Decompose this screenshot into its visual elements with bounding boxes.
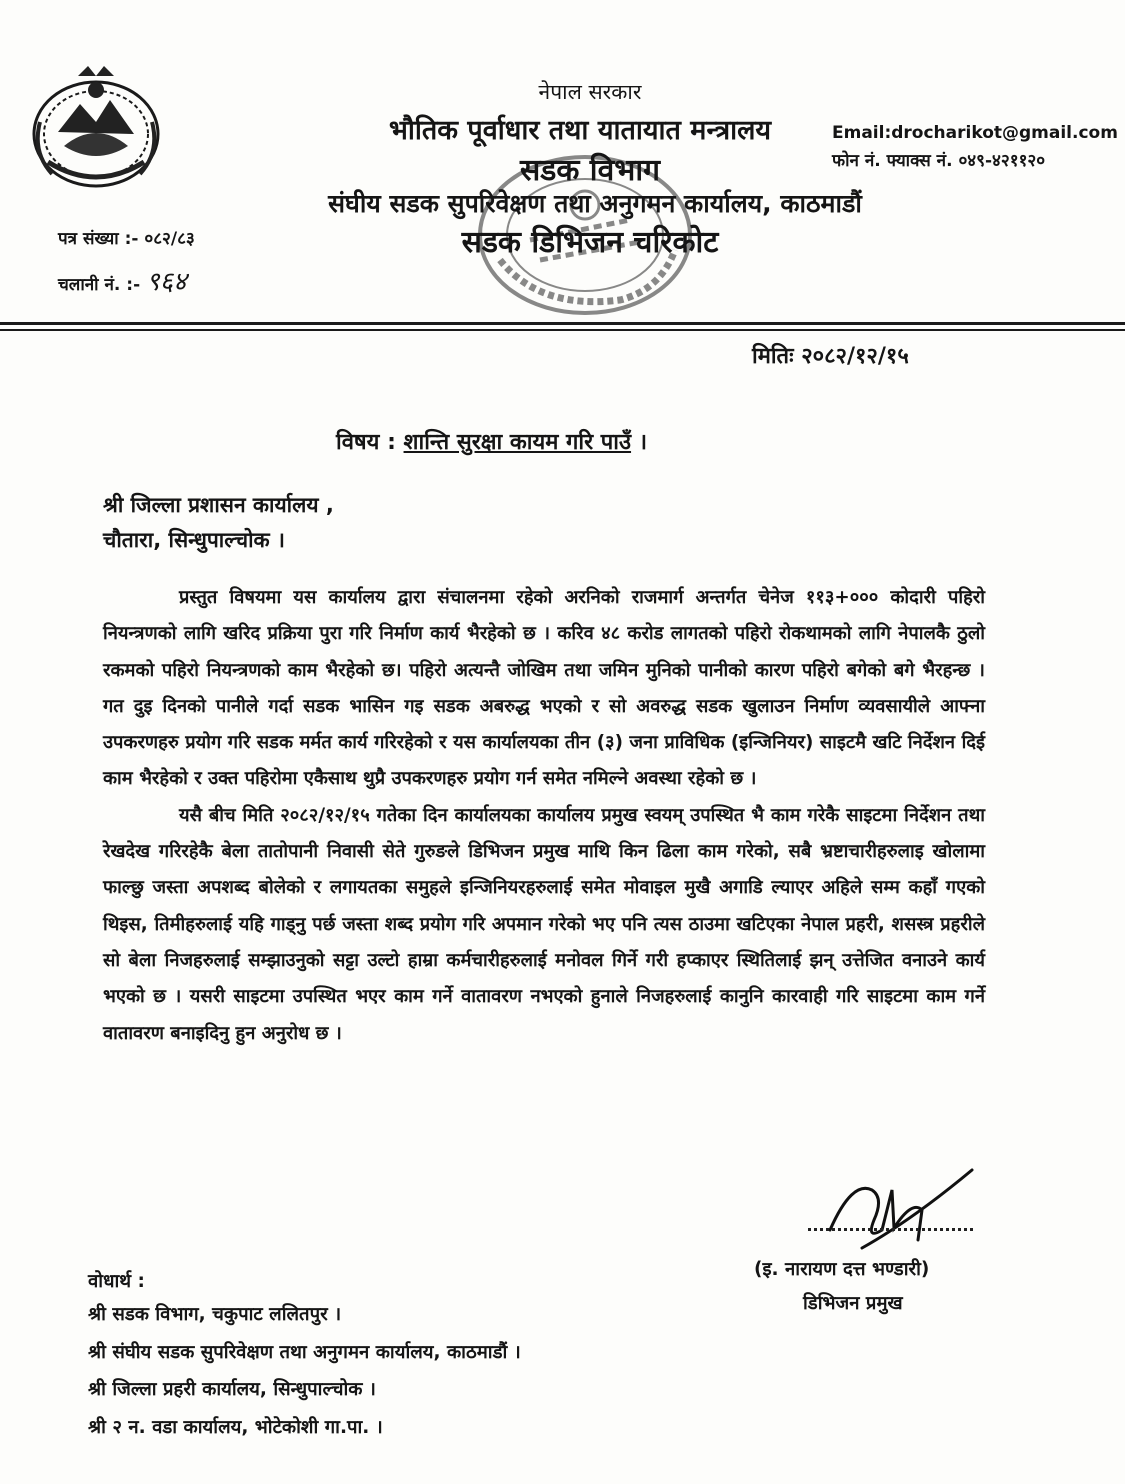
dispatch-value: ९६४ xyxy=(146,267,187,297)
subject-label: विषय : xyxy=(336,430,396,455)
signatory-name: (इ. नारायण दत्त भण्डारी) xyxy=(754,1259,930,1280)
dispatch-label: चलानी नं. :- xyxy=(58,275,141,295)
copies-list xyxy=(88,1296,521,1446)
handwritten-signature xyxy=(822,1160,982,1255)
contact-email: Email:drocharikot@gmail.com xyxy=(832,123,1118,143)
body-paragraph-2: यसै बीच मिति २०८२/१२/१५ गतेका दिन कार्यालयका कार्यालय प्रमुख स्वयम् उपस्थित भै काम गरेकै साइटमा निर्देशन तथा रेखदेख गरिरहेकै बेला तातोपानी निवासी सेते गुरुङले डिभिजन प्रमुख माथि किन ढिला काम गरेको, सबै भ्रष्टाचारीहरुलाइ खोलामा फाल्छु जस्ता अपशब्द बोलेको र लगायतका समुहले इन्जिनियरहरुलाई समेत मोवाइल मुखै अगाडि ल्याएर अहिले सम्म कहाँ गएको थिइस, तिमीहरुलाई यहि गाड्नु पर्छ जस्ता शब्द प्रयोग गरि अपमान गरेको भए पनि त्यस ठाउमा खटिएका नेपाल प्रहरी, शसस्त्र प्रहरीले सो बेला निजहरुलाई सम्झाउनुको सट्टा उल्टो हाम्रा कर्मचारीहरुलाई मनोवल गिर्ने गरी हप्काएर स्थितिलाई झन् उत्तेजित वनाउने कार्य भएको छ । यसरी साइटमा उपस्थित भएर काम गर्ने वातावरण नभएको हुनाले निजहरुलाई कानुनि कारवाही गरि साइटमा काम गर्ने वातावरण बनाइदिनु हुन अनुरोध छ । xyxy=(103,804,985,1044)
nepal-emblem-icon xyxy=(18,62,173,197)
copy-recipient: श्री संघीय सडक सुपरिवेक्षण तथा अनुगमन कार्यालय, काठमाडौं । xyxy=(88,1341,521,1363)
copy-recipient: श्री सडक विभाग, चकुपाट ललितपुर । xyxy=(88,1304,342,1325)
copy-recipient: श्री २ न. वडा कार्यालय, भोटेकोशी गा.पा. । xyxy=(88,1416,383,1438)
letter-date: मितिः २०८२/१२/१५ xyxy=(752,344,909,369)
office-name: संघीय सडक सुपरिवेक्षण तथा अनुगमन कार्यालय, काठमाडौं xyxy=(328,189,862,218)
addressee-line-2: चौतारा, सिन्धुपाल्चोक । xyxy=(103,528,285,552)
copies-label: वोधार्थ : xyxy=(88,1271,145,1292)
letter-body xyxy=(103,580,985,1052)
dispatch-number xyxy=(58,262,187,298)
subject-text: शान्ति सुरक्षा कायम गरि पाउँ xyxy=(403,430,632,455)
header-divider xyxy=(0,322,1125,325)
department-name: सडक विभाग xyxy=(519,153,660,188)
letter-number: पत्र संख्या :- ०८२/८३ xyxy=(58,229,195,249)
body-paragraph-1: प्रस्तुत विषयमा यस कार्यालय द्वारा संचालनमा रहेको अरनिको राजमार्ग अन्तर्गत चेनेज ११३+००० कोदारी पहिरो नियन्त्रणको लागि खरिद प्रक्रिया पुरा गरि निर्माण कार्य भैरहेको छ । करिव ४८ करोड लागतको पहिरो रोकथामको लागि नेपालकै ठुलो रकमको पहिरो नियन्त्रणको काम भैरहेको छ। पहिरो अत्यन्तै जोखिम तथा जमिन मुनिको पानीको कारण पहिरो बगेको बगे भैरहन्छ । गत दुइ दिनको पानीले गर्दा सडक भासिन गइ सडक अबरुद्ध भएको र सो अवरुद्ध सडक खुलाउन निर्माण व्यवसायीले आफ्ना उपकरणहरु प्रयोग गरि सडक मर्मत कार्य गरिरहेको र यस कार्यालयका तीन (३) जना प्राविधिक (इन्जिनियर) साइटमै खटि निर्देशन दिई काम भैरहेको र उक्त पहिरोमा एकैसाथ थुप्रै उपकरणहरु प्रयोग गर्न समेत नमिल्ने अवस्था रहेको छ । xyxy=(103,587,985,790)
government-name: नेपाल सरकार xyxy=(538,80,642,104)
signature-line xyxy=(808,1228,973,1231)
header-divider-thin xyxy=(0,329,1125,331)
subject-line xyxy=(336,426,647,456)
addressee-line-1: श्री जिल्ला प्रशासन कार्यालय , xyxy=(103,493,334,517)
contact-phone: फोन नं. फ्याक्स नं. ०४९-४२११२० xyxy=(832,151,1046,171)
ministry-name: भौतिक पूर्वाधार तथा यातायात मन्त्रालय xyxy=(388,115,772,146)
subject-end: । xyxy=(638,430,648,455)
division-name: सडक डिभिजन चरिकोट xyxy=(461,225,719,260)
signatory-title: डिभिजन प्रमुख xyxy=(803,1293,903,1314)
copy-recipient: श्री जिल्ला प्रहरी कार्यालय, सिन्धुपाल्चोक । xyxy=(88,1379,376,1400)
